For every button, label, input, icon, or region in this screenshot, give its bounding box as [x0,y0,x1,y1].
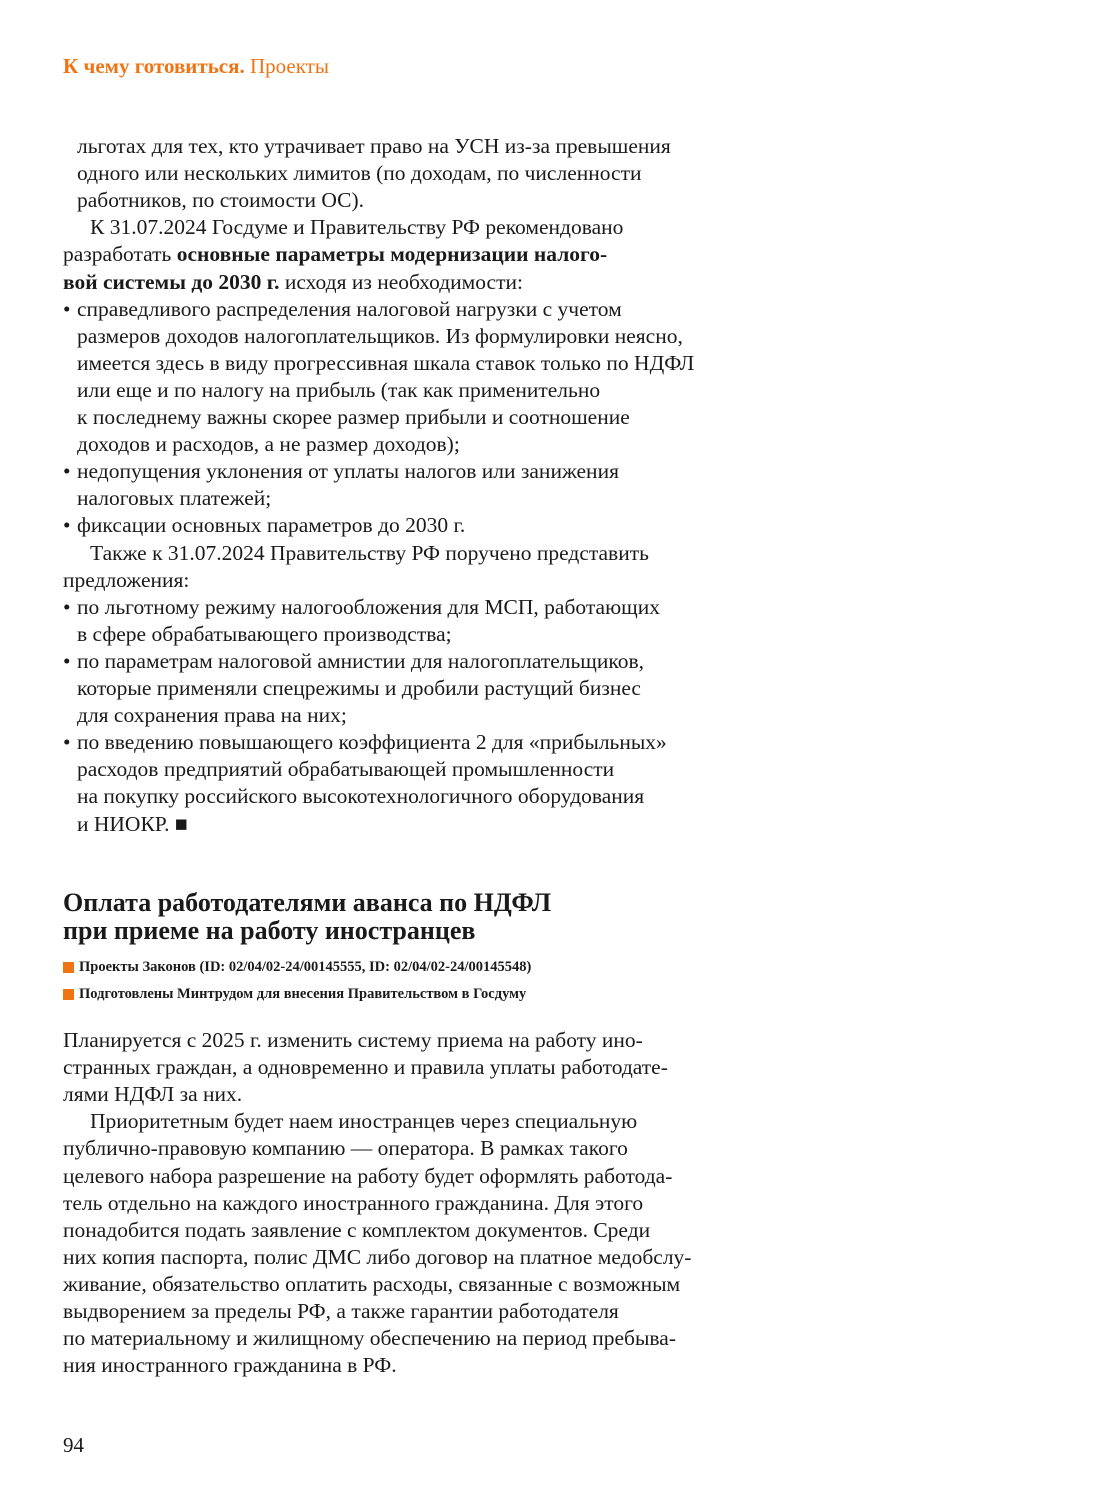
text-line [77,702,347,729]
text-line [77,377,600,404]
text-line [77,404,630,431]
text-line [77,133,671,160]
bullet-icon: • [63,730,71,755]
text-line [63,729,667,756]
text-line [63,241,607,268]
text-line [63,1027,643,1054]
text-segment: Также к 31.07.2024 Правительству РФ поручено представить [90,540,649,565]
text-segment: Приоритетным будет наем иностранцев через специальную [90,1109,638,1134]
article-tag [63,986,526,1003]
article-tag-text: Подготовлены Минтрудом для внесения Правительством в Госдуму [79,986,527,1002]
text-segment: для сохранения права на них; [77,703,347,728]
text-line [63,1271,680,1298]
text-line [63,1298,619,1325]
text-segment: Планируется с 2025 г. изменить систему приема на работу ино- [63,1028,643,1052]
text-segment: по введению повышающего коэффициента 2 для «прибыльных» [77,730,667,755]
text-segment: них копия паспорта, полис ДМС либо договор на платное медобслу- [63,1244,692,1269]
article-title-line: Оплата работодателями аванса по НДФЛ [63,888,552,917]
text-line [77,187,364,214]
article-title [63,889,551,945]
text-line [63,1352,397,1379]
text-segment: в сфере обрабатывающего производства; [77,621,452,646]
bullet-icon: • [63,459,71,484]
text-line [63,567,189,594]
text-segment: тель отдельно на каждого иностранного гражданина. Для этого [63,1190,644,1215]
text-line [63,512,466,539]
text-segment: расходов предприятий обрабатывающей промышленности [77,757,615,782]
text-segment: фиксации основных параметров до 2030 г. [77,513,466,538]
bullet-icon: • [63,296,71,321]
text-segment: к последнему важны скорее размер прибыли и соотношение [77,405,630,429]
text-segment: по льготному режиму налогообложения для МСП, работающих [77,594,660,619]
text-line [63,1163,672,1190]
text-line [77,675,641,702]
text-line [77,350,694,377]
text-line [63,1135,628,1162]
text-segment: целевого набора разрешение на работу будет оформлять работода- [63,1163,673,1188]
text-line [63,1081,242,1108]
text-line [90,540,649,567]
bullet-icon: • [63,594,71,619]
text-line [77,783,644,810]
bullet-icon: • [63,648,71,673]
article-tag-text: Проекты Законов (ID: 02/04/02-24/00145555, ID: 02/04/02-24/00145548) [79,959,532,975]
text-line [90,1108,637,1135]
text-line [77,485,271,512]
text-segment: одного или нескольких лимитов (по доходам, по численности [77,161,642,186]
text-segment: предложения: [63,567,190,592]
text-segment: К 31.07.2024 Госдуме и Правительству РФ рекомендовано [90,215,624,240]
text-segment: на покупку российского высокотехнологичного оборудования [77,784,645,809]
text-segment: имеется здесь в виду прогрессивная шкала ставок только по НДФЛ [77,350,695,375]
text-segment: доходов и расходов, а не размер доходов); [77,432,460,457]
running-head-section: К чему готовиться. [63,54,245,78]
orange-square-icon [63,962,74,973]
text-segment: справедливого распределения налоговой нагрузки с учетом [77,296,622,321]
text-segment: работников, по стоимости ОС). [77,188,365,213]
text-segment: и НИОКР. ■ [77,811,188,836]
text-segment: публично-правовую компанию — оператора. В рамках такого [63,1136,628,1161]
text-segment: размеров доходов налогоплательщиков. Из формулировки неясно, [77,323,683,348]
text-line [63,594,660,621]
text-line [90,214,623,241]
text-line [63,1244,691,1271]
page-number: 94 [63,1433,84,1457]
text-segment: по параметрам налоговой амнистии для налогоплательщиков, [77,648,644,673]
text-line [63,1217,650,1244]
text-line [77,621,452,648]
text-line [63,648,644,675]
text-segment: разработать [63,242,177,267]
text-line [63,1054,668,1081]
text-segment: лями НДФЛ за них. [63,1082,243,1107]
text-line [63,1325,676,1352]
text-line [63,458,619,485]
text-segment: или еще и по налогу на прибыль (так как применительно [77,377,601,402]
text-segment: налоговых платежей; [77,486,272,511]
text-segment: недопущения уклонения от уплаты налогов или занижения [77,459,619,484]
text-line [77,323,683,350]
text-segment: выдворением за пределы РФ, а также гарантии работодателя [63,1299,619,1323]
bold-text: основные параметры модернизации налого- [176,242,608,267]
text-segment: живание, обязательство оплатить расходы, связанные с возможным [63,1271,681,1296]
bullet-icon: • [63,513,71,538]
orange-square-icon [63,989,74,1000]
text-line [77,811,188,838]
text-line [77,160,642,187]
text-segment: понадобится подать заявление с комплектом документов. Среди [63,1217,651,1242]
text-segment: по материальному и жилищному обеспечению на период пребыва- [63,1326,676,1351]
text-line [63,1190,643,1217]
article-title-line: при приеме на работу иностранцев [63,916,476,945]
text-line [63,269,523,296]
running-head [63,54,329,79]
text-segment: ния иностранного гражданина в РФ. [63,1353,397,1378]
text-segment: которые применяли спецрежимы и дробили растущий бизнес [77,676,641,700]
article-tag [63,959,531,976]
text-line [63,296,622,323]
text-line [77,756,614,783]
bold-text: вой системы до 2030 г. [63,269,280,294]
text-segment: льготах для тех, кто утрачивает право на УСН из-за превышения [77,134,671,158]
running-head-subsection: Проекты [250,54,329,78]
text-line [77,431,460,458]
text-segment: исходя из необходимости: [279,269,523,294]
text-segment: странных граждан, а одновременно и правила уплаты работодате- [63,1055,668,1080]
